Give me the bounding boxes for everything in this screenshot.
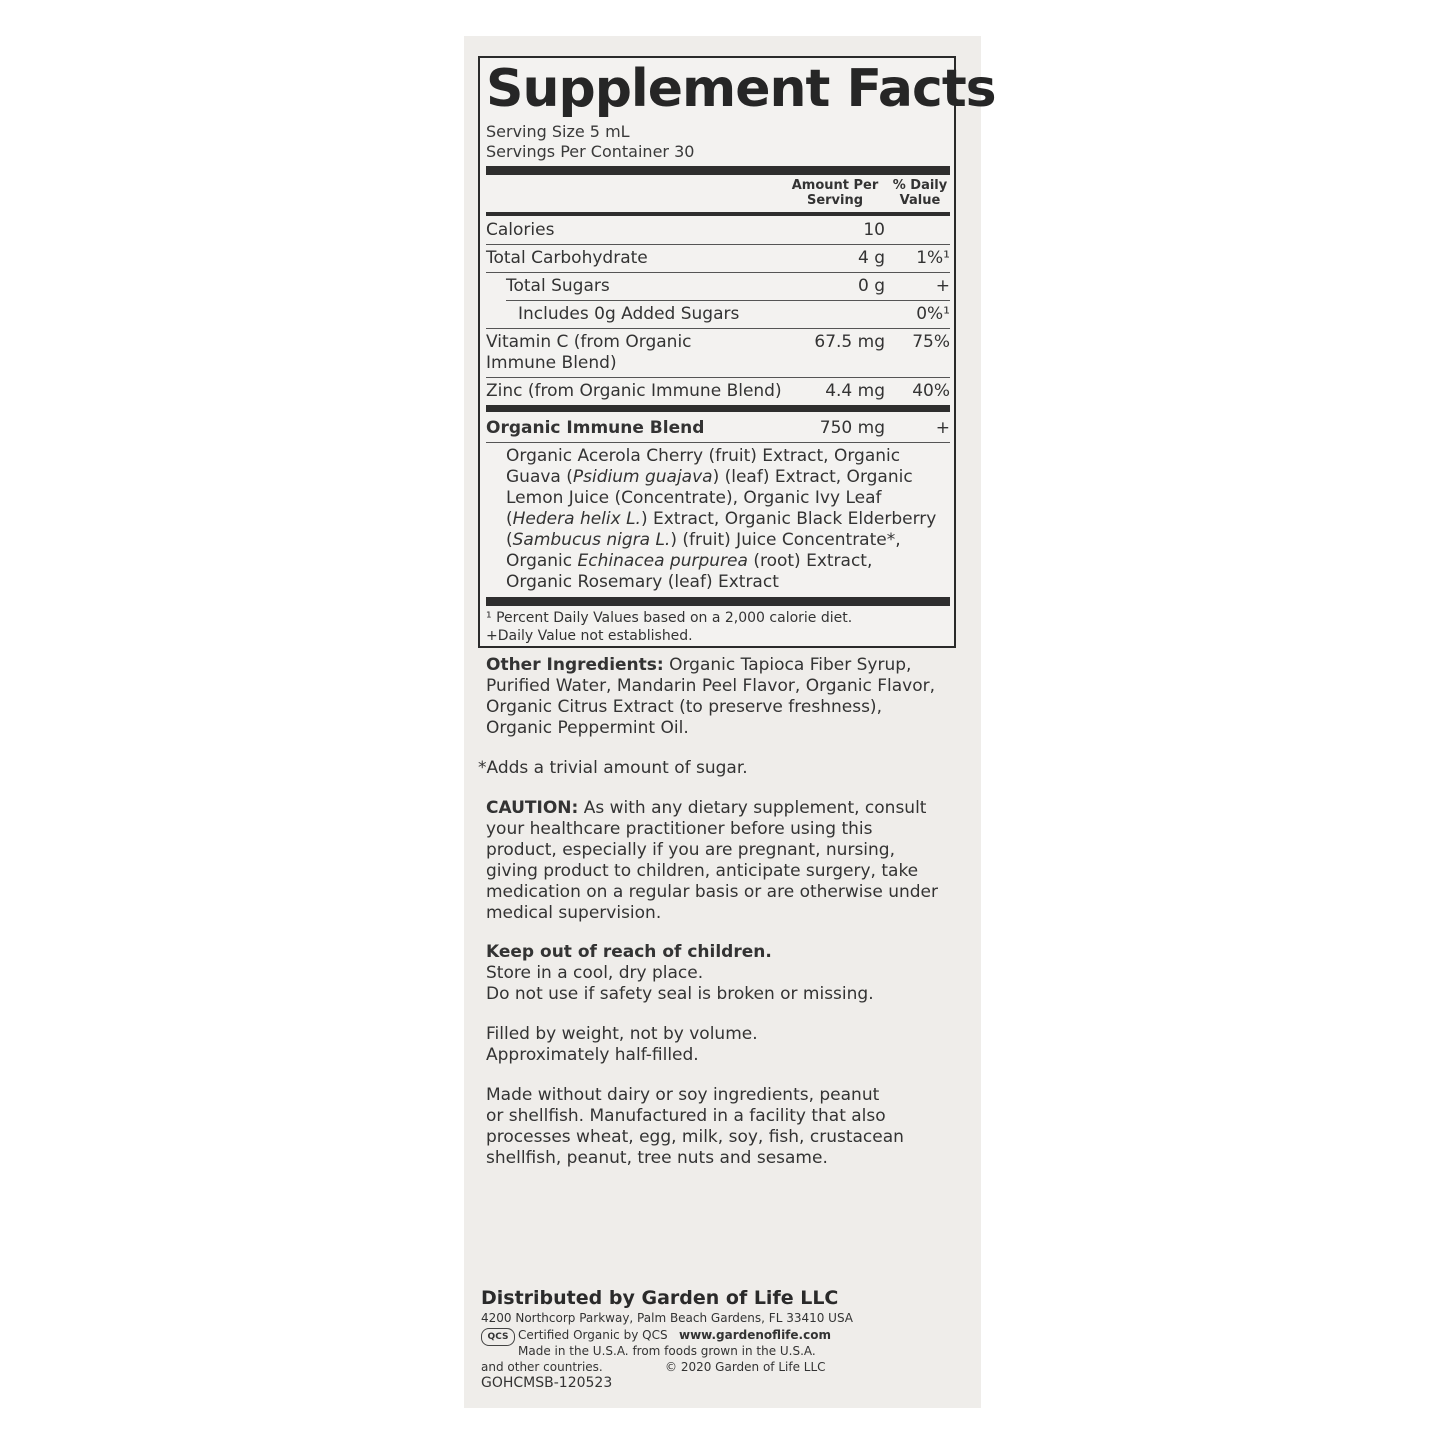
blend-amount: 750 mg — [819, 418, 885, 438]
row-vitamin-c-name: Vitamin C (from Organic — [486, 332, 692, 352]
row-vitamin-c-dv: 75% — [912, 332, 950, 352]
product-code: GOHCMSB-120523 — [481, 1375, 613, 1391]
serving-size: Serving Size 5 mL — [486, 122, 630, 141]
row-carb-name: Total Carbohydrate — [486, 248, 648, 268]
blend-ingredient-line: Organic Acerola Cherry (fruit) Extract, Organic — [506, 446, 901, 466]
thick-rule-top — [486, 166, 950, 175]
blend-ingredient-line: Organic Rosemary (leaf) Extract — [506, 572, 779, 592]
row-sugars-dv: + — [935, 276, 950, 296]
row-sugars-name: Total Sugars — [506, 276, 610, 296]
blend-ingredient-line: (Sambucus nigra L.) (fruit) Juice Concentrate*, — [506, 530, 901, 550]
other-ingredients-line: Organic Peppermint Oil. — [486, 718, 689, 738]
fill-line: Approximately half-filled. — [486, 1045, 699, 1065]
allergen-line: Made without dairy or soy ingredients, peanut — [486, 1085, 880, 1105]
row-divider — [486, 442, 950, 443]
row-sugars-amount: 0 g — [857, 276, 885, 296]
blend-name: Organic Immune Blend — [486, 418, 705, 438]
caution-line: product, especially if you are pregnant, nursing, — [486, 840, 895, 860]
row-added-sugars-dv: 0%¹ — [916, 304, 950, 324]
blend-ingredient-line: Guava (Psidium guajava) (leaf) Extract, Organic — [506, 467, 913, 487]
storage-line: Do not use if safety seal is broken or missing. — [486, 984, 874, 1004]
row-calories-amount: 10 — [863, 220, 885, 240]
copyright: © 2020 Garden of Life LLC — [665, 1360, 826, 1374]
thick-rule-header — [486, 212, 950, 216]
distributor-title: Distributed by Garden of Life LLC — [481, 1287, 839, 1309]
supplement-facts-box — [478, 56, 996, 648]
allergen-line: processes wheat, egg, milk, soy, fish, crustacean — [486, 1127, 904, 1147]
caution-line: medication on a regular basis or are otherwise under — [486, 882, 939, 902]
blend-dv: + — [935, 418, 950, 438]
made-in-usa: Made in the U.S.A. from foods grown in the U.S.A. — [518, 1344, 816, 1358]
caution-line: your healthcare practitioner before using this — [486, 819, 873, 839]
caution-line: medical supervision. — [486, 903, 662, 923]
caution-line: giving product to children, anticipate surgery, take — [486, 861, 919, 881]
thick-rule-bottom — [486, 597, 950, 606]
supplement-facts-title: Supplement Facts — [486, 59, 996, 119]
row-divider — [486, 328, 950, 329]
row-zinc-dv: 40% — [912, 381, 950, 401]
row-carb-amount: 4 g — [857, 248, 885, 268]
blend-ingredient-line: Lemon Juice (Concentrate), Organic Ivy Leaf — [506, 488, 882, 508]
row-divider — [486, 244, 950, 245]
distributor-address: 4200 Northcorp Parkway, Palm Beach Gardens, FL 33410 USA — [481, 1311, 854, 1325]
row-zinc-name: Zinc (from Organic Immune Blend) — [486, 381, 782, 401]
blend-ingredient-line: (Hedera helix L.) Extract, Organic Black Elderberry — [506, 509, 937, 529]
storage-line: Store in a cool, dry place. — [486, 963, 704, 983]
allergen-line: or shellfish. Manufactured in a facility that also — [486, 1106, 886, 1126]
sugar-note: *Adds a trivial amount of sugar. — [478, 758, 748, 778]
footnote-not-established: +Daily Value not established. — [486, 628, 693, 644]
row-vitamin-c-amount: 67.5 mg — [814, 332, 885, 352]
thick-rule-blend — [486, 405, 950, 412]
row-carb-dv: 1%¹ — [916, 248, 950, 268]
qcs-logo-icon: QCS — [481, 1328, 515, 1346]
row-calories-name: Calories — [486, 220, 555, 240]
servings-per-container: Servings Per Container 30 — [486, 142, 695, 161]
fill-line: Filled by weight, not by volume. — [486, 1024, 758, 1044]
row-divider — [506, 300, 950, 301]
blend-ingredient-line: Organic Echinacea purpurea (root) Extract, — [506, 551, 873, 571]
row-added-sugars-name: Includes 0g Added Sugars — [518, 304, 740, 324]
row-divider — [486, 272, 950, 273]
other-ingredients-line: Organic Citrus Extract (to preserve freshness), — [486, 697, 882, 717]
other-ingredients-line: Purified Water, Mandarin Peel Flavor, Organic Flavor, — [486, 676, 935, 696]
row-divider — [486, 377, 950, 378]
row-zinc-amount: 4.4 mg — [825, 381, 885, 401]
header-amount: Amount Per Serving — [791, 178, 879, 208]
keep-out-warning: Keep out of reach of children. — [486, 942, 772, 962]
website-link[interactable]: www.gardenoflife.com — [679, 1328, 831, 1342]
certified-organic: Certified Organic by QCS — [518, 1328, 668, 1342]
footnote-daily-values: ¹ Percent Daily Values based on a 2,000 calorie diet. — [486, 610, 853, 626]
row-vitamin-c-name-2: Immune Blend) — [486, 353, 617, 373]
made-in-other: and other countries. — [481, 1360, 603, 1374]
allergen-line: shellfish, peanut, tree nuts and sesame. — [486, 1148, 828, 1168]
other-ingredients-line: Other Ingredients: Organic Tapioca Fiber Syrup, — [486, 655, 912, 675]
header-daily-value: % Daily Value — [892, 178, 948, 208]
caution-line: CAUTION: As with any dietary supplement, consult — [486, 798, 927, 818]
